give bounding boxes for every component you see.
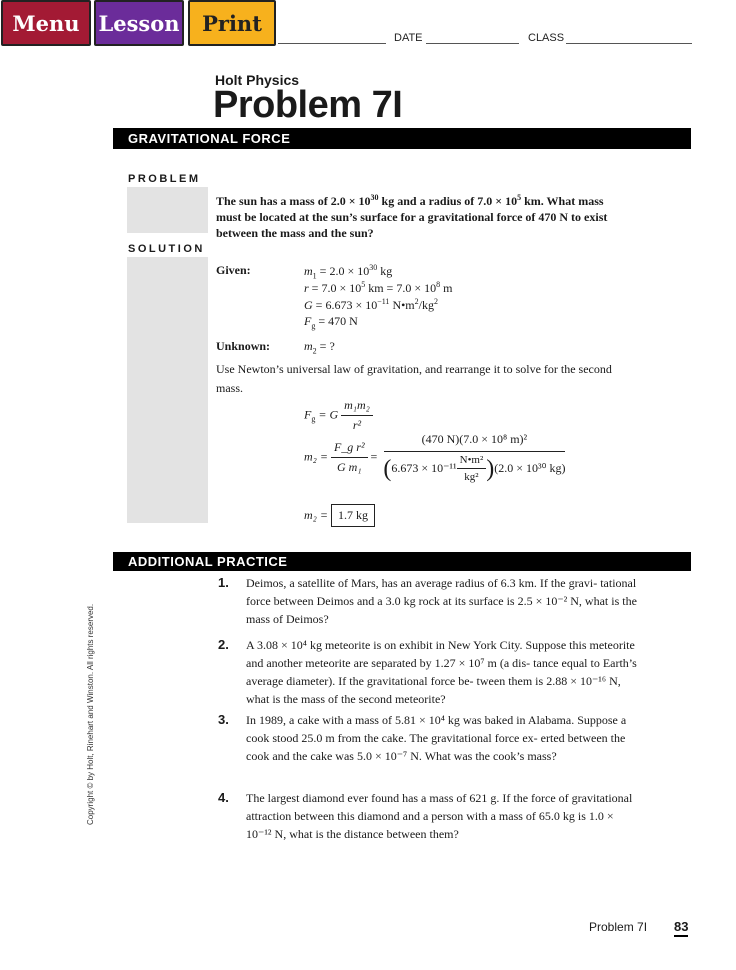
- problem-shade: [127, 187, 208, 233]
- unknown-m2: $m_2$ = ?: [304, 339, 335, 356]
- substituted-fraction: (470 N)(7.0 × 10⁸ m)² ( 6.673 × 10⁻¹¹ $\frac{\text{N•m²}}{\text{kg²}}$ ) (2.0 × 10³⁰ kg): [383, 432, 566, 483]
- solution-label: SOLUTION: [128, 243, 205, 255]
- solution-shade: [127, 257, 208, 523]
- given-G: $G = 6.673 \times 10^{-11}$ $N•m^2/kg^2$: [304, 297, 438, 312]
- footer-problem-name: Problem 7I: [589, 920, 648, 934]
- practice-item: 4. The largest diamond ever found has a mass of 621 g. If the force of gravitational attraction between this diamond and a person with a mass of 65.0 kg is 1.0 × 10⁻¹² N, what is the distance between them?: [218, 790, 633, 841]
- practice-item: 3. In 1989, a cake with a mass of 5.81 × 10⁴ kg was baked in Alabama. Suppose a cook stood 25.0 m from the cake. The gravitational force ex- erted between the cook and the cake was 5.0 × 10⁻⁷ N. What was the cook’s mass?: [218, 712, 627, 763]
- given-Fg: $F_g = 470$ N: [304, 314, 358, 331]
- given-label: Given:: [216, 263, 251, 277]
- gravitation-law: $F_g = G$ $\frac{\text{m₁m₂}}{\text{r²}}$: [304, 398, 373, 433]
- class-label: CLASS: [528, 32, 565, 44]
- series-name: Holt Physics: [215, 72, 300, 88]
- page-title: Problem 7I: [213, 84, 403, 126]
- answer-box: 1.7 kg: [331, 504, 375, 527]
- class-line: [566, 43, 692, 44]
- menu-button[interactable]: Menu: [1, 0, 91, 46]
- unknown-label: Unknown:: [216, 339, 271, 353]
- answer-line: m₂ = 1.7 kg: [304, 504, 375, 527]
- lesson-button[interactable]: Lesson: [94, 0, 184, 46]
- practice-item: 1. Deimos, a satellite of Mars, has an average radius of 6.3 km. If the gravi- tational force between Deimos and a 3.0 kg rock at its surface is 2.5 × 10⁻² N, what is the mass of Deimos?: [218, 575, 637, 626]
- print-button[interactable]: Print: [188, 0, 276, 46]
- problem-label: PROBLEM: [128, 173, 201, 185]
- problem-text: The sun has a mass of $2.0 \times 10^{30}$ kg and a radius of $7.0 \times 10^5$ km. What mass must be located at the sun’s surface for a gravitational force of 470 N to exist between the mass and the sun?: [216, 193, 608, 240]
- copyright-notice: Copyright © by Holt, Rinehart and Winston. All rights reserved.: [86, 603, 95, 825]
- section-bar: GRAVITATIONAL FORCE: [113, 128, 691, 149]
- date-line: [426, 43, 519, 44]
- practice-bar: ADDITIONAL PRACTICE: [113, 552, 691, 571]
- instruction-text: Use Newton’s universal law of gravitation, and rearrange it to solve for the second mass.: [216, 362, 612, 395]
- given-r: $r = 7.0 \times 10^5$ km = $7.0 \times 10^8$ m: [304, 280, 453, 295]
- name-line: [278, 43, 386, 44]
- rearranged-equation: m₂ = $\frac{\text{F\_g r²}}{\text{G m₁}}$ = (470 N)(7.0 × 10⁸ m)² ( 6.673 × 10⁻¹¹ $\frac{\text{N•m²}}{\text{kg²}}$ ) (2.0 × 10³⁰ kg): [304, 432, 568, 483]
- date-label: DATE: [394, 32, 423, 44]
- practice-item: 2. A 3.08 × 10⁴ kg meteorite is on exhibit in New York City. Suppose this meteorite and another meteorite are separated by 1.27 × 10⁷ m (a dis- tance equal to Earth’s average diameter). If the gravitational force be- tween them is 2.88 × 10⁻¹⁶ N, what is the mass of the second meteorite?: [218, 637, 637, 706]
- page-number: 83: [674, 919, 688, 937]
- given-m1: $m_1 = 2.0 \times 10^{30}$ kg: [304, 263, 393, 281]
